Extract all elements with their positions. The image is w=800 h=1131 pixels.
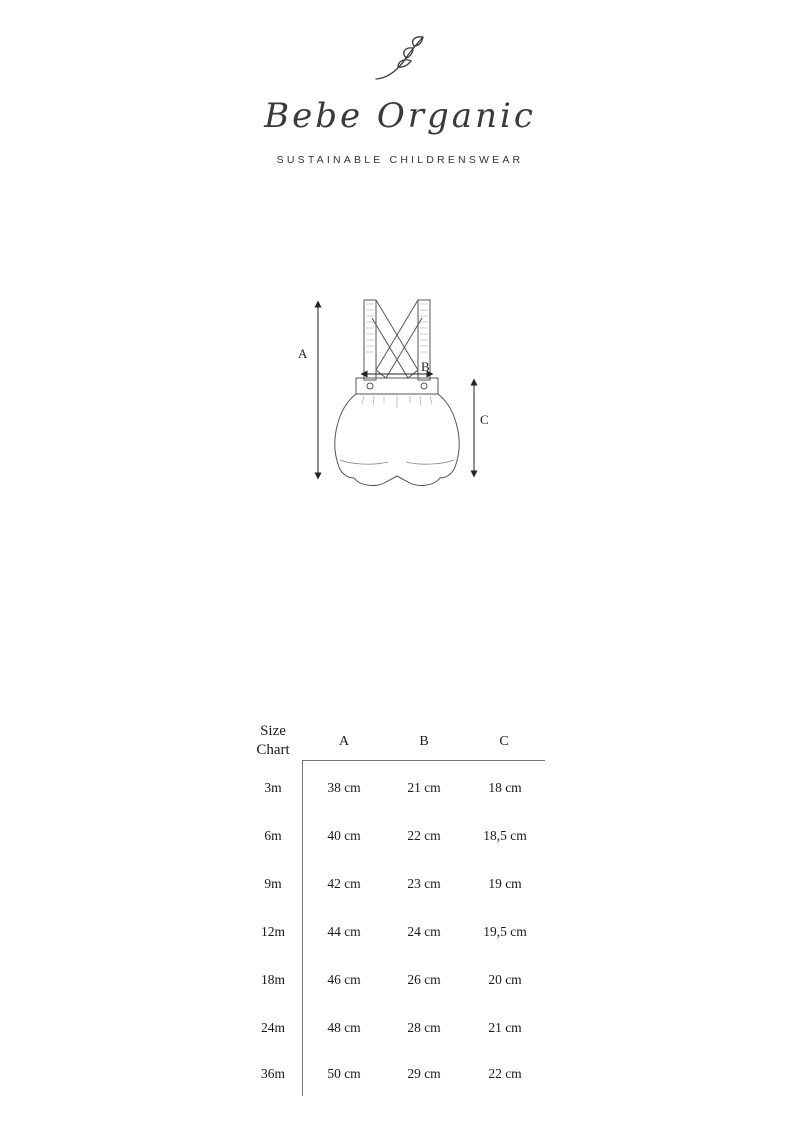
measure-c-cell: 19,5 cm (483, 924, 527, 939)
size-cell: 6m (264, 828, 282, 843)
size-cell: 9m (264, 876, 282, 891)
measure-c-cell: 22 cm (488, 1066, 522, 1081)
corner-line-size: Size (260, 723, 286, 739)
measure-b-cell: 22 cm (407, 828, 441, 843)
brand-tagline: SUSTAINABLE CHILDRENSWEAR (276, 154, 524, 166)
column-header-b: B (419, 734, 429, 749)
table-row (240, 780, 550, 800)
measure-c-cell: 18,5 cm (483, 828, 527, 843)
measure-b-cell: 28 cm (407, 1020, 441, 1035)
column-header-c: C (499, 734, 509, 749)
size-cell: 36m (260, 1066, 285, 1081)
romper-measurement-diagram (280, 290, 510, 500)
leaf-sprig-icon (368, 34, 434, 84)
measure-b-cell: 29 cm (407, 1066, 441, 1081)
corner-line-chart: Chart (256, 742, 290, 758)
table-row (240, 972, 550, 992)
size-chart-table (240, 718, 550, 1098)
size-cell: 12m (260, 924, 285, 939)
measure-a-cell: 40 cm (327, 828, 361, 843)
measure-label-c: C (480, 412, 489, 427)
table-row (240, 1020, 550, 1040)
measure-a-cell: 46 cm (327, 972, 361, 987)
measure-c-cell: 18 cm (488, 780, 522, 795)
table-row (240, 924, 550, 944)
header-divider (302, 760, 545, 761)
size-chart-corner-label (240, 722, 306, 760)
size-cell: 3m (264, 780, 282, 795)
measure-a-cell: 42 cm (327, 876, 361, 891)
measure-label-a: A (298, 346, 308, 361)
measure-b-cell: 24 cm (407, 924, 441, 939)
size-cell: 18m (260, 972, 285, 987)
table-row (240, 828, 550, 848)
table-row (240, 1066, 550, 1086)
measure-a-cell: 50 cm (327, 1066, 361, 1081)
measure-b-cell: 23 cm (407, 876, 441, 891)
column-header-a: A (338, 734, 350, 749)
measure-label-b: B (421, 359, 430, 374)
measure-a-cell: 38 cm (327, 780, 361, 795)
measure-b-cell: 21 cm (407, 780, 441, 795)
measure-c-cell: 20 cm (488, 972, 522, 987)
measure-b-cell: 26 cm (407, 972, 441, 987)
measure-c-cell: 19 cm (488, 876, 522, 891)
table-row (240, 876, 550, 896)
brand-name: Bebe Organic (264, 96, 536, 136)
measure-c-cell: 21 cm (488, 1020, 522, 1035)
measure-a-cell: 44 cm (327, 924, 361, 939)
size-cell: 24m (260, 1020, 285, 1035)
measure-a-cell: 48 cm (327, 1020, 361, 1035)
